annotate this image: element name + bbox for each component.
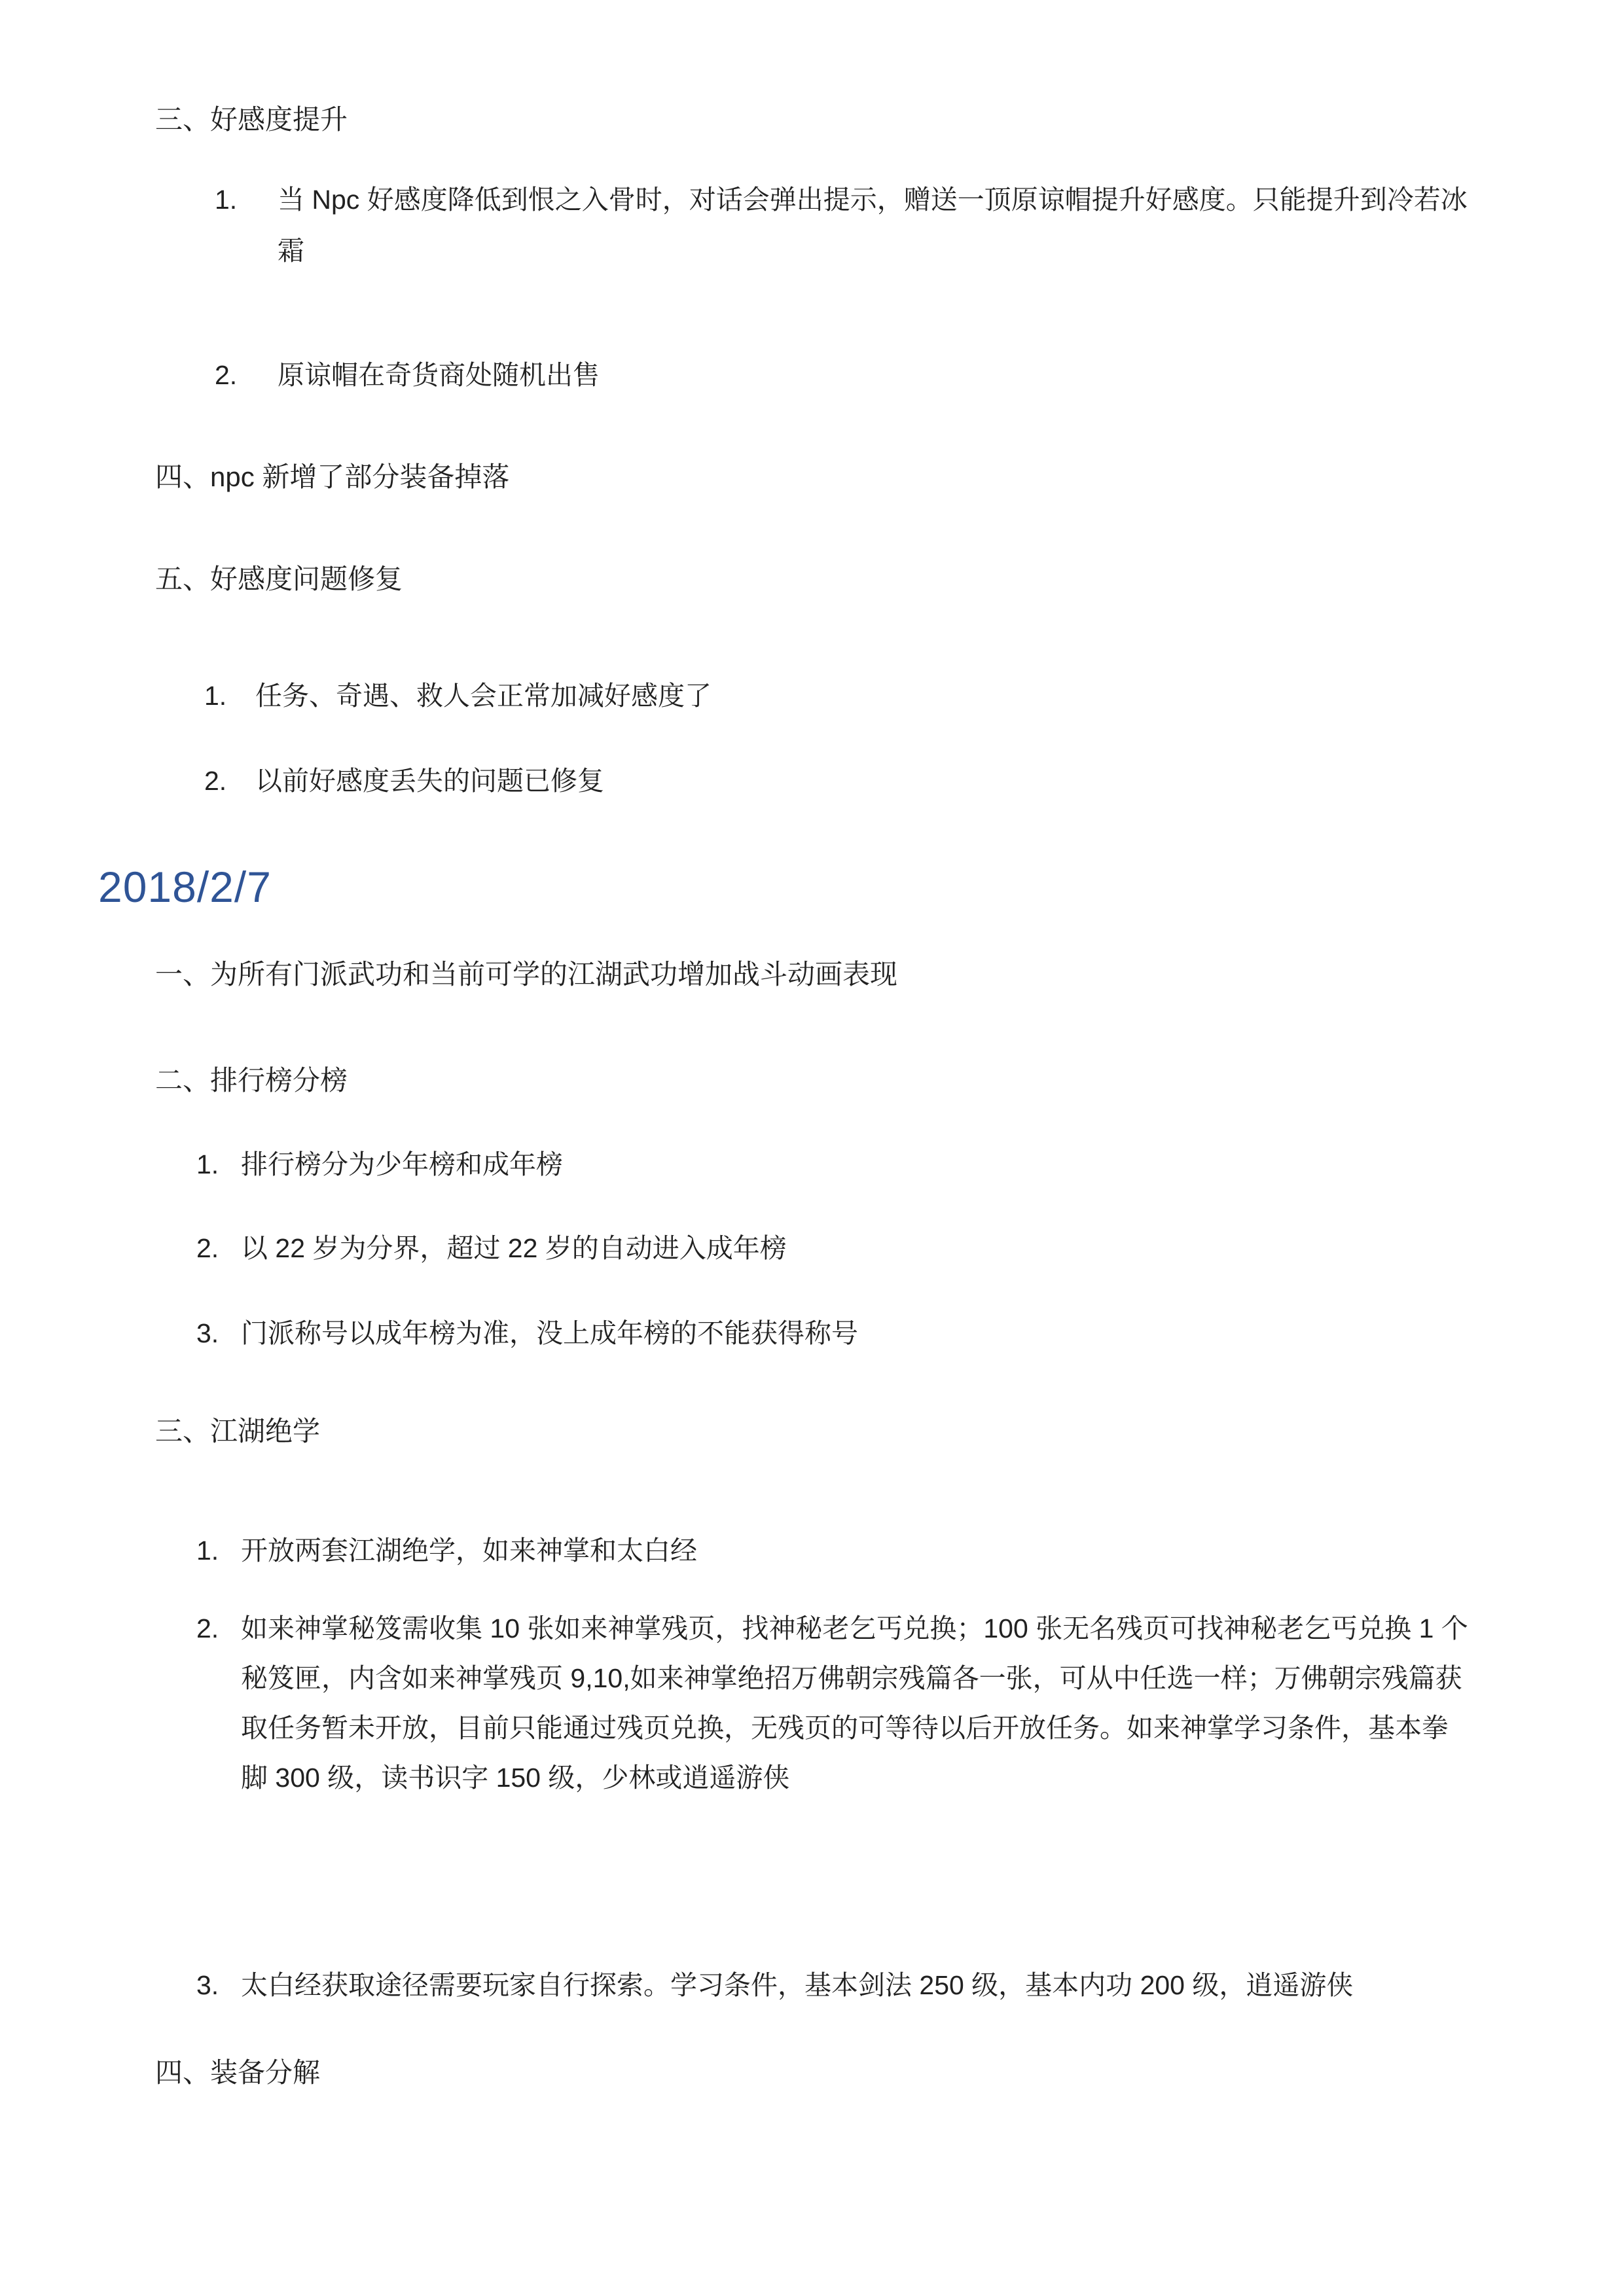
section-heading: 三、好感度提升: [155, 104, 348, 135]
section-heading: 五、好感度问题修复: [155, 564, 403, 594]
list-item: [0, 670, 1624, 721]
list-item-text: 任务、奇遇、救人会正常加减好感度了: [255, 681, 712, 711]
section-heading: 一、为所有门派武功和当前可学的江湖武功增加战斗动画表现: [155, 959, 898, 990]
list-item: [0, 1604, 1624, 1803]
section-heading: 四、装备分解: [155, 2057, 321, 2088]
list-item: [0, 1525, 1624, 1576]
list-item-text: 门派称号以成年榜为准，没上成年榜的不能获得称号: [241, 1318, 858, 1348]
section-heading: 四、npc 新增了部分装备掉落: [155, 461, 510, 492]
list-item-text: 以 22 岁为分界，超过 22 岁的自动进入成年榜: [241, 1233, 787, 1263]
list-item-text: 排行榜分为少年榜和成年榜: [241, 1149, 563, 1179]
list-item-number: 1.: [196, 1149, 219, 1179]
list-item-text: 以前好感度丢失的问题已修复: [255, 766, 604, 796]
date-heading: 2018/2/7: [98, 863, 272, 911]
list-item-text: 原谅帽在奇货商处随机出售: [278, 360, 600, 390]
list-item: [0, 174, 1624, 276]
list-item-number: 2.: [196, 1233, 219, 1263]
list-item: [0, 1960, 1624, 2011]
list-item-number: 1.: [196, 1535, 219, 1566]
list-item-number: 2.: [204, 766, 227, 796]
list-item: [0, 350, 1624, 401]
section-heading: 三、江湖绝学: [155, 1416, 321, 1446]
list-item: [0, 1139, 1624, 1190]
list-item: [0, 1308, 1624, 1359]
list-item-text: 如来神掌秘笈需收集 10 张如来神掌残页，找神秘老乞丐兑换；100 张无名残页可找神秘老乞丐兑换 1 个秘笈匣，内含如来神掌残页 9,10,如来神掌绝招万佛朝宗残篇各一张，可从中任选一样；万佛朝宗残篇获取任务暂未开放，目前只能通过残页兑换，无残页的可等待以后开放任务。如来神掌学习条件，基本拳脚 300 级，读书识字 150 级，少林或逍遥游侠: [241, 1613, 1468, 1793]
list-item-number: 2.: [215, 360, 238, 390]
list-item: [0, 1223, 1624, 1274]
list-item-number: 1.: [204, 681, 227, 711]
list-item-number: 3.: [196, 1318, 219, 1348]
section-heading: 二、排行榜分榜: [155, 1065, 348, 1096]
list-item: [0, 755, 1624, 806]
list-item-number: 2.: [196, 1613, 219, 1643]
list-item-number: 3.: [196, 1970, 219, 2000]
list-item-text: 开放两套江湖绝学，如来神掌和太白经: [241, 1535, 697, 1566]
list-item-text: 当 Npc 好感度降低到恨之入骨时，对话会弹出提示，赠送一顶原谅帽提升好感度。只能提升到冷若冰霜: [278, 185, 1468, 266]
list-item-text: 太白经获取途径需要玩家自行探索。学习条件，基本剑法 250 级，基本内功 200 级，逍遥游侠: [241, 1970, 1354, 2000]
list-item-number: 1.: [215, 185, 238, 215]
